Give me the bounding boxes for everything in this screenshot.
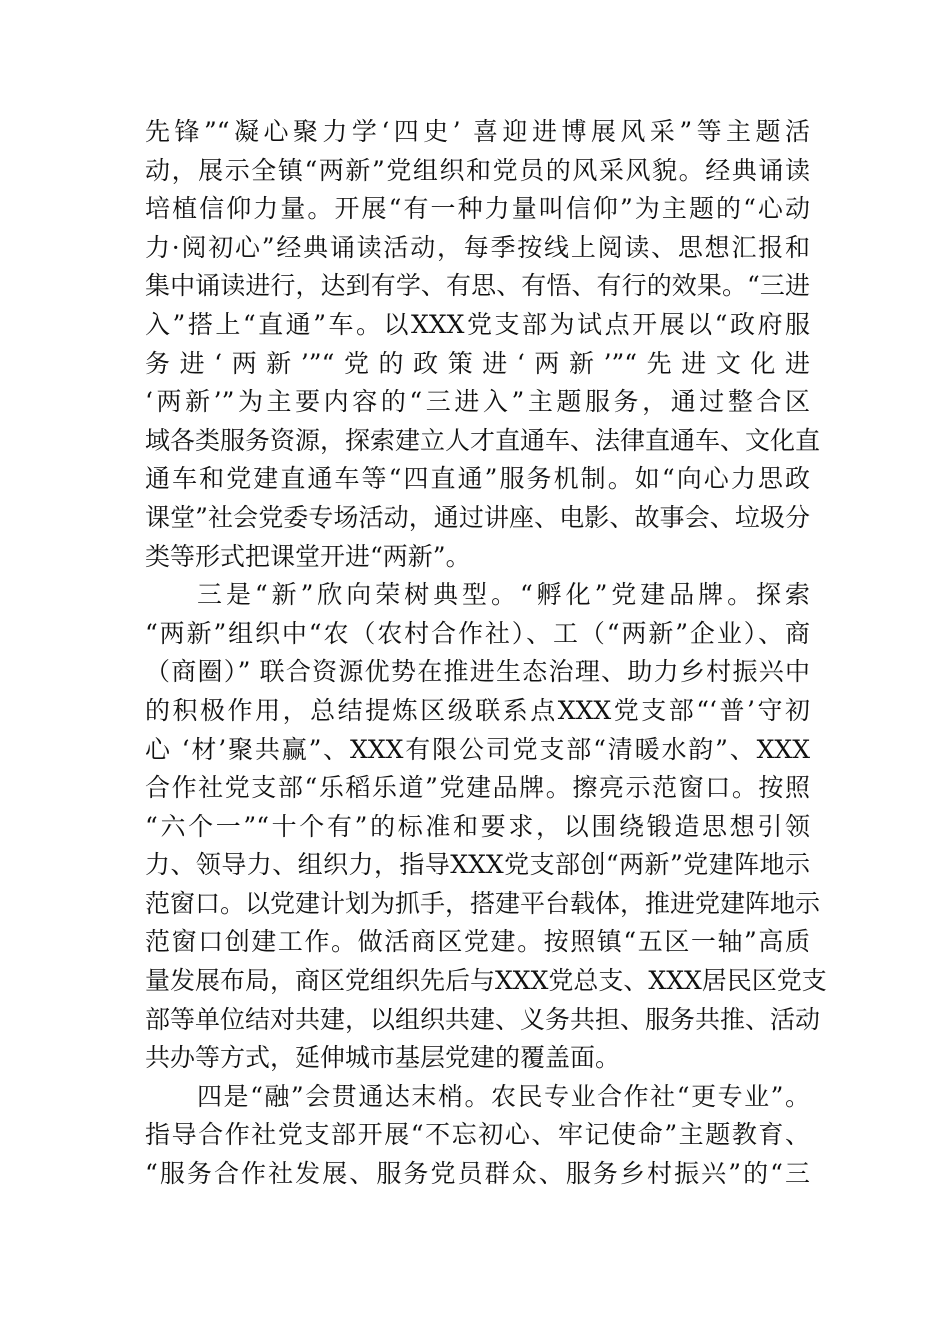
paragraph-3 xyxy=(145,1078,810,1194)
text-line: 培植信仰力量。开展“有一种力量叫信仰”为主题的“心动 xyxy=(145,194,810,224)
text-line: 务进‘两新’”“党的政策进‘两新’”“先进文化进 xyxy=(145,348,810,378)
text-line: 通车和党建直通车等“四直通”服务机制。如“向心力思政 xyxy=(145,464,810,494)
text-line: 心 ‘材’聚共赢”、XXX有限公司党支部“清暖水韵”、XXX xyxy=(145,734,810,764)
text-line: 域各类服务资源，探索建立人才直通车、法律直通车、文化直 xyxy=(145,425,821,455)
paragraph-2 xyxy=(145,576,827,1078)
paragraph-1 xyxy=(145,113,821,576)
document-body xyxy=(145,113,827,1194)
text-line: “两新”组织中“农（农村合作社）、工（“两新”企业）、商 xyxy=(145,618,810,648)
text-line: “六个一”“十个有”的标准和要求，以围绕锻造思想引领 xyxy=(145,811,810,841)
text-line: 范窗口创建工作。做活商区党建。按照镇“五区一轴”高质 xyxy=(145,927,810,957)
text-line: 力·阅初心”经典诵读活动，每季按线上阅读、思想汇报和 xyxy=(145,232,810,262)
text-line: 部等单位结对共建，以组织共建、义务共担、服务共推、活动 xyxy=(145,1004,821,1034)
text-line: 集中诵读进行，达到有学、有思、有悟、有行的效果。“三进 xyxy=(145,271,810,301)
text-line: 动，展示全镇“两新”党组织和党员的风采风貌。经典诵读 xyxy=(145,155,810,185)
text-line: 共办等方式，延伸城市基层党建的覆盖面。 xyxy=(145,1043,621,1073)
text-line: 先锋”“凝心聚力学‘四史’ 喜迎进博展风采”等主题活 xyxy=(145,117,810,146)
text-line: 量发展布局，商区党组织先后与XXX党总支、XXX居民区党支 xyxy=(145,966,827,996)
text-line: 三是“新”欣向荣树典型。“孵化”党建品牌。探索 xyxy=(197,580,810,610)
text-line: 四是“融”会贯通达末梢。农民专业合作社“更专业”。 xyxy=(197,1081,810,1111)
text-line: 课堂”社会党委专场活动，通过讲座、电影、故事会、垃圾分 xyxy=(145,502,810,532)
text-line: 的积极作用，总结提炼区级联系点XXX党支部“‘普’守初 xyxy=(145,695,810,725)
text-line: （商圈）” 联合资源优势在推进生态治理、助力乡村振兴中 xyxy=(145,657,810,687)
text-line: 指导合作社党支部开展“不忘初心、牢记使命”主题教育、 xyxy=(145,1120,810,1150)
text-line: 入”搭上“直通”车。以XXX党支部为试点开展以“政府服 xyxy=(145,309,810,339)
text-line: ‘两新’”为主要内容的“三进入”主题服务，通过整合区 xyxy=(145,387,810,417)
text-line: “服务合作社发展、服务党员群众、服务乡村振兴”的“三 xyxy=(145,1159,810,1189)
text-line: 合作社党支部“乐稻乐道”党建品牌。擦亮示范窗口。按照 xyxy=(145,773,810,803)
text-line: 范窗口。以党建计划为抓手，搭建平台载体，推进党建阵地示 xyxy=(145,888,821,918)
text-line: 类等形式把课堂开进“两新”。 xyxy=(145,541,471,571)
text-line: 力、领导力、组织力，指导XXX党支部创“两新”党建阵地示 xyxy=(145,850,810,880)
